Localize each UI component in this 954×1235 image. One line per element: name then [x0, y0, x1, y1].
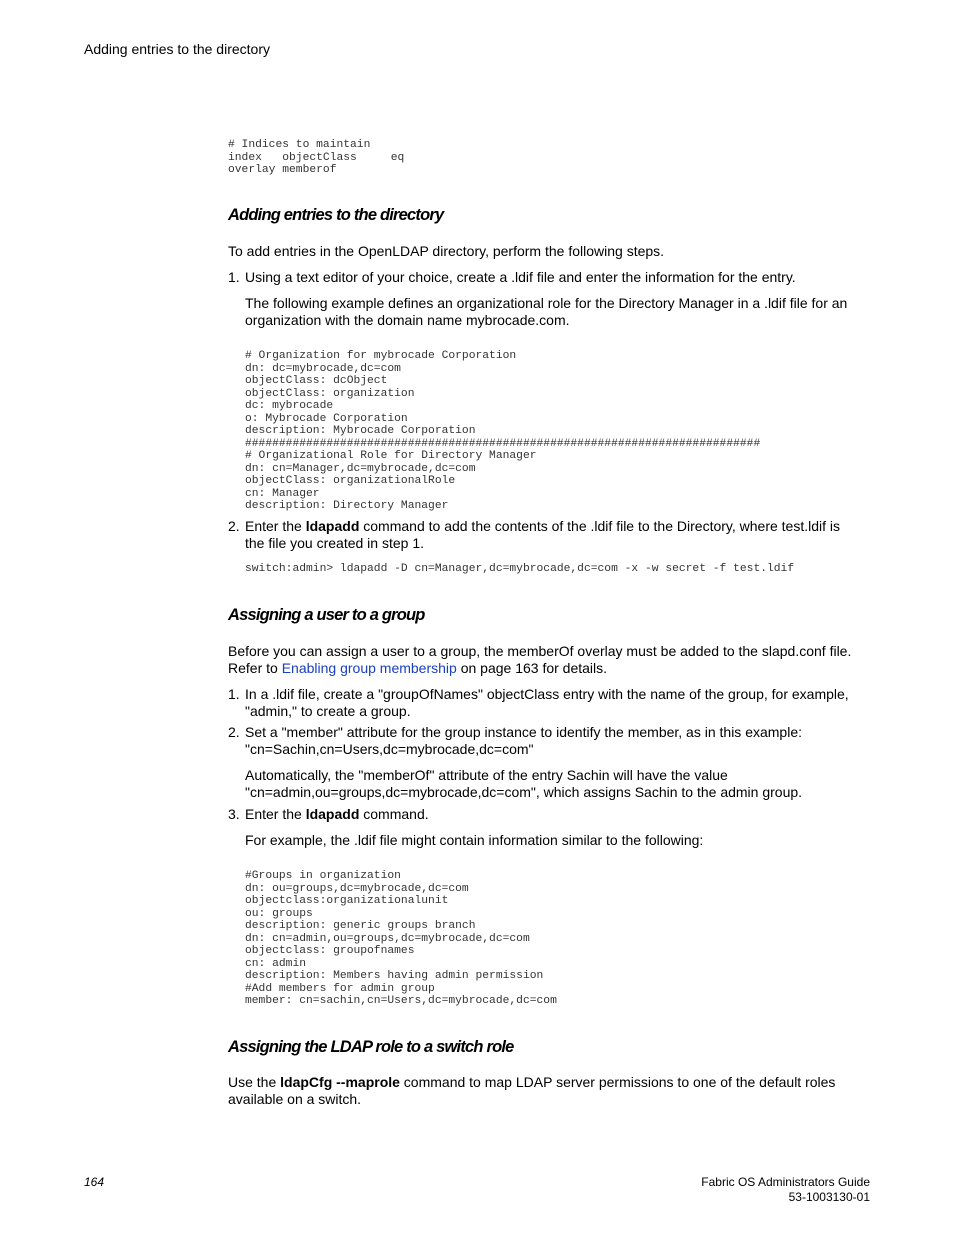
section-heading-adding-entries: Adding entries to the directory — [228, 206, 444, 224]
step-text: Set a "member" attribute for the group instance to identify the member, as in this example: "cn=Sachin,cn=Users,dc=mybrocade,dc=com" — [245, 724, 802, 757]
step-note: For example, the .ldif file might contain information similar to the following: — [245, 832, 704, 848]
step-text: In a .ldif file, create a "groupOfNames" objectClass entry with the name of the group, for example, "admin," to create a group. — [245, 686, 849, 719]
code-block-ldif-organization: # Organization for mybrocade Corporation dn: dc=mybrocade,dc=com objectClass: dcObject objectClass: organization dc: mybrocade o: Mybrocade Corporation description: Mybrocade Corporation ############################################################################ # Organizational Role for Directory Manager dn: cn=Manager,dc=mybrocade,dc=com objectClass: organizationalRole cn: Manager description: Directory Manager — [245, 350, 761, 512]
step-number: 2. — [228, 724, 240, 740]
section-heading-assigning-user: Assigning a user to a group — [228, 606, 425, 624]
step-number: 1. — [228, 686, 240, 702]
doc-number: 53-1003130-01 — [788, 1190, 870, 1204]
section2-intro: Before you can assign a user to a group, the memberOf overlay must be added to the slapd.conf file. Refer to Enabling group membership on page 163 for details. — [228, 643, 852, 676]
step-number: 1. — [228, 269, 240, 285]
code-block-ldif-groups: #Groups in organization dn: ou=groups,dc=mybrocade,dc=com objectclass:organizationalunit ou: groups description: generic groups branch dn: cn=admin,ou=groups,dc=mybrocade,dc=com objectclass: groupofnames cn: admin description: Members having admin permission #Add members for admin group member: cn=sachin,cn=Users,dc=mybrocade,dc=com — [245, 870, 557, 1007]
step-text: Enter the ldapadd command. — [245, 806, 429, 822]
command-name: ldapadd — [305, 518, 360, 534]
cross-reference-link[interactable]: Enabling group membership — [281, 660, 457, 676]
command-name: ldapadd — [305, 806, 360, 822]
page-number: 164 — [84, 1175, 105, 1189]
section-heading-ldap-role: Assigning the LDAP role to a switch role — [228, 1038, 514, 1056]
step-text: Enter the ldapadd command to add the contents of the .ldif file to the Directory, where test.ldif is the file you created in step 1. — [245, 518, 841, 551]
section1-intro: To add entries in the OpenLDAP directory, perform the following steps. — [228, 243, 665, 259]
section3-intro: Use the ldapCfg --maprole command to map LDAP server permissions to one of the default roles available on a switch. — [228, 1074, 836, 1107]
code-block-ldapadd-command: switch:admin> ldapadd -D cn=Manager,dc=mybrocade,dc=com -x -w secret -f test.ldif — [245, 563, 795, 575]
doc-title: Fabric OS Administrators Guide — [701, 1175, 870, 1189]
running-head: Adding entries to the directory — [84, 41, 270, 57]
step-number: 3. — [228, 806, 240, 822]
step-text: Using a text editor of your choice, create a .ldif file and enter the information for the entry. — [245, 269, 796, 285]
step-number: 2. — [228, 518, 240, 534]
step-note: Automatically, the "memberOf" attribute of the entry Sachin will have the value "cn=admin,ou=groups,dc=mybrocade,dc=com", which assigns Sachin to the admin group. — [245, 767, 803, 800]
code-block-indices: # Indices to maintain index objectClass eq overlay memberof — [228, 139, 405, 176]
command-name: ldapCfg --maprole — [280, 1074, 400, 1090]
step-note: The following example defines an organizational role for the Directory Manager in a .ldif file for an organization with the domain name mybrocade.com. — [245, 295, 848, 328]
